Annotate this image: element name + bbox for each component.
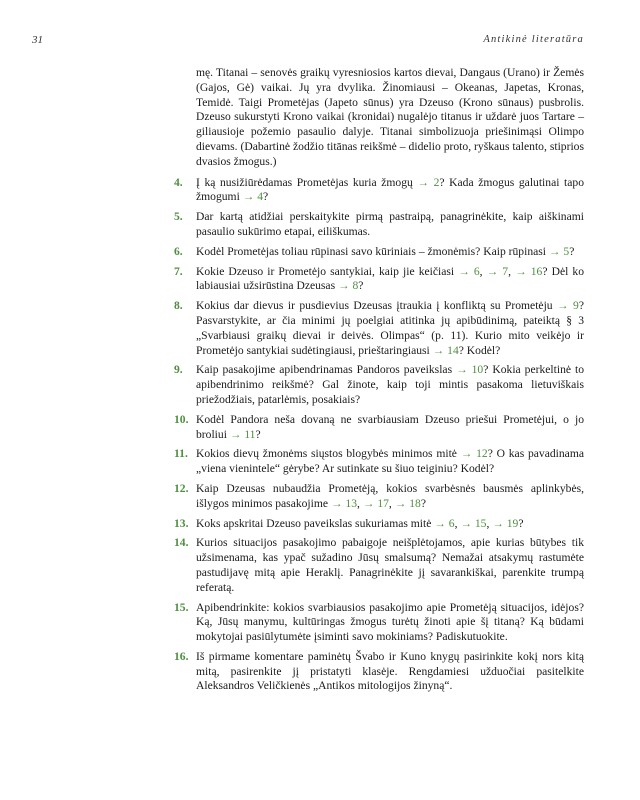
cross-reference: → 6 <box>434 516 455 530</box>
cross-reference: → 7 <box>486 264 509 278</box>
cross-reference: → 16 <box>515 264 543 278</box>
cross-reference: → 9 <box>557 299 579 313</box>
question-item <box>174 412 584 443</box>
question-item <box>174 299 584 358</box>
question-text: Kaip Dzeusas nubaudžia Prometėją, kokios svarbėsnės bausmės aplinkybės, išlygos minimos pasakojime → 13, → 17, → 18? <box>196 481 584 510</box>
question-item <box>174 536 584 595</box>
question-text: Iš pirmame komentare paminėtų Švabo ir Kuno knygų pasirinkite kokį nors kitą mitą, pasirenkite jį pristatyti klasėje. Rengdamiesi užduočiai pasitelkite Aleksandros Veličkienės „Antikos mitologijos žinyną“. <box>196 649 584 693</box>
running-head: Antikinė literatūra <box>483 34 584 45</box>
question-item <box>174 447 584 477</box>
question-number: 12. <box>174 481 189 495</box>
cross-reference: → 2 <box>417 175 440 189</box>
page-content <box>174 66 585 699</box>
page-number: 31 <box>32 34 43 46</box>
question-text: Kodėl Pandora neša dovaną ne svarbiausiam Dzeuso priešui Prometėjui, o jo broliui → 11? <box>196 412 584 441</box>
cross-reference: → 6 <box>458 264 480 278</box>
question-item <box>174 264 584 295</box>
question-number: 16. <box>174 649 189 663</box>
question-number: 4. <box>174 175 183 189</box>
question-number: 13. <box>174 516 189 530</box>
cross-reference: → 5 <box>548 244 570 258</box>
cross-reference: → 17 <box>362 496 389 510</box>
cross-reference: → 18 <box>394 496 421 510</box>
question-text: Dar kartą atidžiai perskaitykite pirmą pastraipą, panagrinėkite, kaip aiškinami pasaulio sukūrimo etapai, eiliškumas. <box>196 210 584 238</box>
question-number: 15. <box>174 600 189 614</box>
cross-reference: → 19 <box>492 516 519 530</box>
intro-paragraph: mę. Titanai – senovės graikų vyresniosios kartos dievai, Dangaus (Urano) ir Žemės (Gajos, Gė) vaikai. Jų yra dvylika. Žinomiausi – Okeanas, Japetas, Kronas, Temidė. Taigi Prometėjas (Japeto sūnus) yra Dzeuso (Krono sūnaus) pusbrolis. Dzeuso sukurstyti Krono vaikai (kronidai) nugalėjo titanus ir uždarė juos Tartare – giliausioje požemio pasaulio dalyje. Titanai simbolizuoja priešinimąsi Olimpo dievams. (Dabartinė žodžio titānas reikšmė – didelio proto, ryškaus talento, stiprios dvasios žmogus.) <box>196 66 584 168</box>
question-item <box>174 481 584 512</box>
question-number: 10. <box>174 412 189 426</box>
cross-reference: → 13 <box>330 496 358 510</box>
question-number: 7. <box>174 264 183 278</box>
question-item <box>174 649 584 694</box>
question-text: Kurios situacijos pasakojimo pabaigoje neišplėtojamos, apie kurias būtybes tik užsimenama, kas ypač sužadino Jūsų smalsumą? Nemažai atsakymų rastumėte pastudijavę mitą apie Heraklį. Panagrinėkite jį savarankiškai, parenkite trumpą referatą. <box>196 536 584 594</box>
cross-reference: → 14 <box>432 343 459 357</box>
question-number: 8. <box>174 299 183 313</box>
cross-reference: → 4 <box>242 190 263 204</box>
question-text: Kokie Dzeuso ir Prometėjo santykiai, kaip jie keičiasi → 6, → 7, → 16? Dėl ko labiausiai užsirūstina Dzeusas → 8? <box>196 264 584 293</box>
question-text: Kokius dar dievus ir pusdievius Dzeusas įtraukia į konfliktą su Prometėju → 9? Pasvarstykite, ar čia minimi jų poelgiai atitinka jų apibūdinimą, pateiktą § 3 „Svarbiausi graikų dievai ir deivės. Olimpas“ (p. 11). Kurio mito veikėjo ir Prometėjo santykiai sudėtingiausi, prieštaringiausi → 14? Kodėl? <box>196 299 584 357</box>
question-item <box>174 363 585 407</box>
question-text: Į ką nusižiūrėdamas Prometėjas kuria žmogų → 2? Kada žmogus galutinai tapo žmogumi → 4? <box>196 175 585 204</box>
question-number: 11. <box>174 447 188 461</box>
cross-reference: → 8 <box>337 279 359 293</box>
question-text: Apibendrinkite: kokios svarbiausios pasakojimo apie Prometėją situacijos, idėjos? Ką, Jūsų manymu, kultūringas žmogus turėtų žinoti apie šį titaną? Ką būdami mokytojai pasiūlytumėte įsiminti savo mokiniams? Padiskutuokite. <box>196 600 584 644</box>
question-item <box>174 600 584 645</box>
question-number: 9. <box>174 363 183 377</box>
question-item <box>174 210 584 240</box>
question-item <box>174 244 584 260</box>
question-text: Kaip pasakojime apibendrinamas Pandoros paveikslas → 10? Kokia perkeltinė to apibendrinimo reikšmė? Gal žinote, kaip toji mintis pasakoma lietuviškais priežodžiais, patarlėmis, posakiais? <box>196 363 585 406</box>
question-number: 6. <box>174 244 183 258</box>
question-item <box>174 516 584 532</box>
question-text: Koks apskritai Dzeuso paveikslas sukuriamas mitė → 6, → 15, → 19? <box>196 516 524 530</box>
cross-reference: → 12 <box>460 447 488 461</box>
question-number: 5. <box>174 210 183 224</box>
question-item <box>174 175 585 206</box>
question-text: Kodėl Prometėjas toliau rūpinasi savo kūriniais – žmonėmis? Kaip rūpinasi → 5? <box>196 244 575 258</box>
cross-reference: → 10 <box>456 363 484 377</box>
cross-reference: → 11 <box>229 427 256 441</box>
cross-reference: → 15 <box>460 516 487 530</box>
question-text: Kokios dievų žmonėms siųstos blogybės minimos mitė → 12? O kas pavadinama „viena vienintele“ gėrybe? Ar sutinkate su šiuo teiginiu? Kodėl? <box>196 447 584 476</box>
question-number: 14. <box>174 536 189 550</box>
